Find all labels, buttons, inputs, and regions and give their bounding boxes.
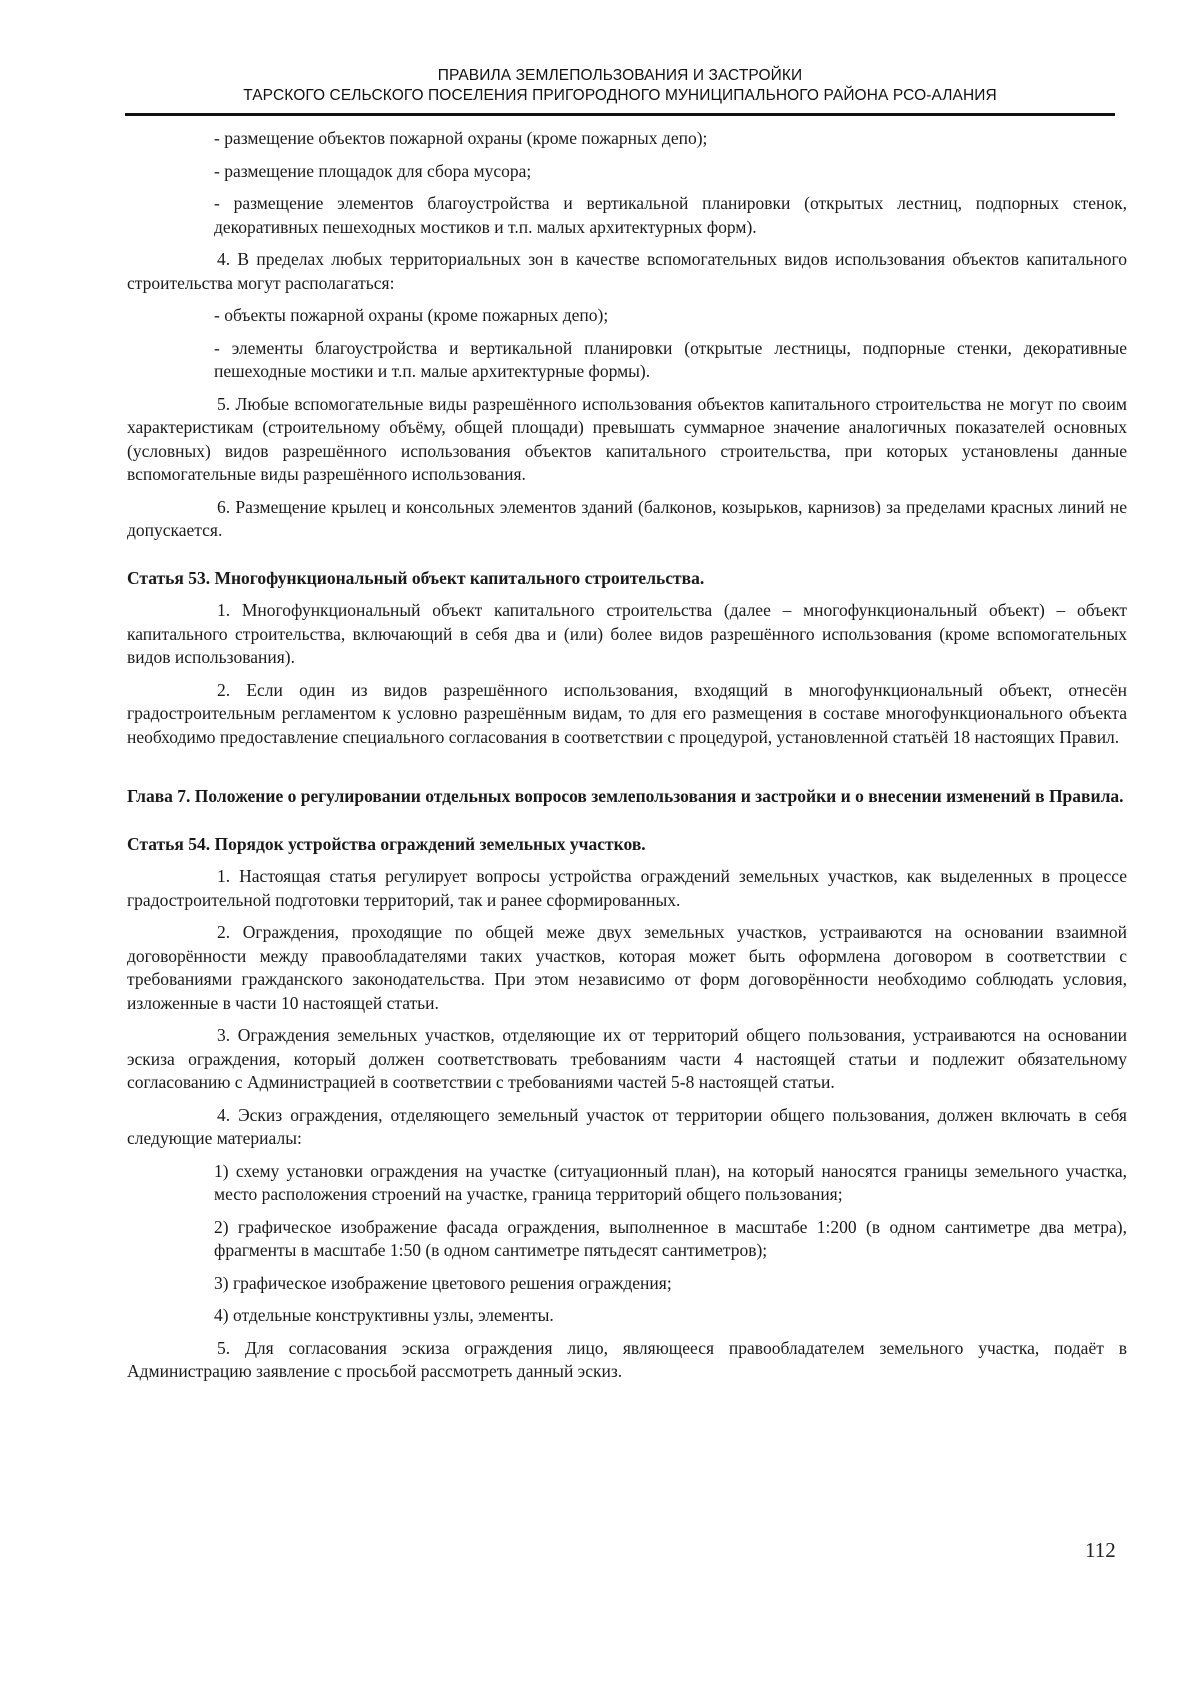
- list-item: 2) графическое изображение фасада ограждения, выполненное в масштабе 1:200 (в одном сантиметре два метра), фрагменты в масштабе 1:50 (в одном сантиметре пятьдесят сантиметров);: [214, 1216, 1127, 1260]
- chapter-7-heading: Глава 7. Положение о регулировании отдельных вопросов землепользования и застройки и о внесении изменений в Правила.: [127, 786, 1124, 806]
- list-item: - элементы благоустройства и вертикальной планировки (открытые лестницы, подпорные стенки, декоративные пешеходные мостики и т.п. малые архитектурные формы).: [214, 337, 1127, 381]
- list-item: - объекты пожарной охраны (кроме пожарных депо);: [214, 305, 609, 325]
- document-body: [127, 127, 1127, 1393]
- list-item: - размещение площадок для сбора мусора;: [214, 160, 532, 181]
- paragraph: 4. В пределах любых территориальных зон в качестве вспомогательных видов использования объектов капитального строительства могут располагаться:: [127, 249, 1127, 293]
- paragraph: 3. Ограждения земельных участков, отделяющие их от территорий общего пользования, устраиваются на основании эскиза ограждения, который должен соответствовать требованиям части 4 настоящей статьи и подлежит обязательному согласованию с Администрацией в соответствии с требованиями частей 5-8 настоящей статьи.: [127, 1025, 1127, 1092]
- header-line-1: ПРАВИЛА ЗЕМЛЕПОЛЬЗОВАНИЯ И ЗАСТРОЙКИ: [437, 67, 803, 84]
- running-header: [125, 66, 1115, 106]
- paragraph: 5. Любые вспомогательные виды разрешённого использования объектов капитального строительства не могут по своим характеристикам (строительному объёму, общей площади) превышать суммарное значение аналогичных показателей основных (условных) видов разрешённого использования объектов капитального строительства, при которых установлены данные вспомогательные виды разрешённого использования.: [127, 393, 1127, 484]
- article-54-heading: Статья 54. Порядок устройства ограждений земельных участков.: [127, 833, 646, 854]
- list-item: 1) схему установки ограждения на участке (ситуационный план), на который наносятся границы земельного участка, место расположения строений на участке, граница территорий общего пользования;: [214, 1160, 1127, 1204]
- list-item: - размещение объектов пожарной охраны (кроме пожарных депо);: [214, 128, 708, 148]
- header-line-2: ТАРСКОГО СЕЛЬСКОГО ПОСЕЛЕНИЯ ПРИГОРОДНОГО МУНИЦИПАЛЬНОГО РАЙОНА РСО-АЛАНИЯ: [243, 87, 997, 104]
- list-item: 4) отдельные конструктивны узлы, элементы.: [214, 1305, 554, 1325]
- paragraph: 5. Для согласования эскиза ограждения лицо, являющееся правообладателем земельного участка, подаёт в Администрацию заявление с просьбой рассмотреть данный эскиз.: [127, 1337, 1127, 1381]
- page-number: 112: [1085, 1538, 1116, 1562]
- paragraph: 2. Если один из видов разрешённого использования, входящий в многофункциональный объект, отнесён градостроительным регламентом к условно разрешённым видам, то для его размещения в составе многофункционального объекта необходимо предоставление специального согласования в соответствии с процедурой, установленной статьёй 18 настоящих Правил.: [127, 679, 1127, 747]
- paragraph: 2. Ограждения, проходящие по общей меже двух земельных участков, устраиваются на основании взаимной договорённости между правообладателями таких участков, которая может быть оформлена договором в соответствии с требованиями гражданского законодательства. При этом независимо от форм договорённости необходимо соблюдать условия, изложенные в части 10 настоящей статьи.: [127, 922, 1127, 1013]
- paragraph: 4. Эскиз ограждения, отделяющего земельный участок от территории общего пользования, должен включать в себя следующие материалы:: [127, 1104, 1127, 1148]
- paragraph: 1. Многофункциональный объект капитального строительства (далее – многофункциональный объект) – объект капитального строительства, включающий в себя два и (или) более видов разрешённого использования (кроме вспомогательных видов использования).: [127, 600, 1127, 667]
- article-53-heading: Статья 53. Многофункциональный объект капитального строительства.: [127, 567, 705, 588]
- paragraph: 1. Настоящая статья регулирует вопросы устройства ограждений земельных участков, как выделенных в процессе градостроительной подготовки территорий, так и ранее сформированных.: [127, 866, 1127, 910]
- paragraph: 6. Размещение крылец и консольных элементов зданий (балконов, козырьков, карнизов) за пределами красных линий не допускается.: [127, 496, 1127, 540]
- list-item: - размещение элементов благоустройства и вертикальной планировки (открытых лестниц, подпорных стенок, декоративных пешеходных мостиков и т.п. малых архитектурных форм).: [214, 193, 1127, 237]
- header-divider: [125, 113, 1115, 116]
- list-item: 3) графическое изображение цветового решения ограждения;: [214, 1272, 672, 1293]
